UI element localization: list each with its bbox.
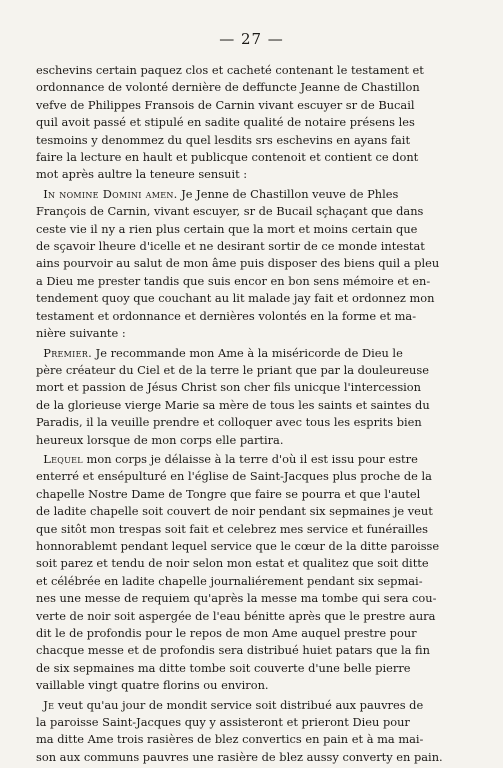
text-line: François de Carnin, vivant escuyer, sr de Bucail sçhaçant que dans xyxy=(36,204,424,219)
text-line-rest: mon corps je délaisse à la terre d'où il est issu pour estre xyxy=(82,451,418,466)
paragraph-lead: In nomine Domini amen. xyxy=(43,186,178,201)
paragraph xyxy=(36,451,467,695)
text-line: que sitôt mon trespas soit fait et celebrez mes service et funérailles xyxy=(36,521,428,536)
text-line: enterré et ensépulturé en l'église de Saint-Jacques plus proche de la xyxy=(36,469,432,484)
text-line xyxy=(36,697,467,714)
text-line: Paradis, il la veuille prendre et colloquer avec tous les esprits bien xyxy=(36,415,422,430)
text-line: nière suivante : xyxy=(36,326,126,341)
text-line: la paroisse Saint-Jacques quy y assisteront et prieront Dieu pour xyxy=(36,715,410,730)
text-line: soit parez et tendu de noir selon mon estat et qualitez que soit ditte xyxy=(36,556,429,571)
paragraph xyxy=(36,186,467,343)
text-line: et célébrée en ladite chapelle journaliérement pendant six sepmai- xyxy=(36,573,423,588)
text-line: eschevins certain paquez clos et cacheté contenant le testament et xyxy=(36,63,424,77)
text-line: de six sepmaines ma ditte tombe soit couverte d'une belle pierre xyxy=(36,660,411,675)
text-line: quil avoit passé et stipulé en sadite qualité de notaire présens les xyxy=(36,115,415,130)
text-line: heureux lorsque de mon corps elle partira. xyxy=(36,432,284,447)
text-line: ceste vie il ny a rien plus certain que la mort et moins certain que xyxy=(36,221,418,236)
text-line: son aux communs pauvres une rasière de blez aussy converty en pain. xyxy=(36,749,443,764)
text-line: mort et passion de Jésus Christ son cher fils unicque l'intercession xyxy=(36,380,422,395)
text-line-rest: Je Jenne de Chastillon veuve de Phles xyxy=(177,186,399,201)
text-line: chacque messe et de profondis sera distribué huiet patars que la fin xyxy=(36,643,430,658)
text-line: vaillable vingt quatre florins ou environ. xyxy=(36,678,269,693)
text-line: nes une messe de requiem qu'après la messe ma tombe qui sera cou- xyxy=(36,591,437,606)
text-line: père créateur du Ciel et de la terre le priant que par la douleureuse xyxy=(36,362,429,377)
text-line: de sçavoir lheure d'icelle et ne desirant sortir de ce monde intestat xyxy=(36,239,425,254)
paragraph xyxy=(36,345,467,449)
text-line: tendement quoy que couchant au lit malade jay fait et ordonnez mon xyxy=(36,291,435,306)
text-line: chapelle Nostre Dame de Tongre que faire se pourra et que l'autel xyxy=(36,486,421,501)
text-line: tesmoins y denommez du quel lesdits srs eschevins en ayans fait xyxy=(36,132,411,147)
text-line: mot après aultre la teneure sensuit : xyxy=(36,167,248,182)
text-line: a Dieu me prester tandis que suis encor en bon sens mémoire et en- xyxy=(36,273,431,288)
paragraph-lead: Lequel xyxy=(43,451,83,466)
text-line: dit le de profondis pour le repos de mon Ame auquel prestre pour xyxy=(36,626,417,640)
text-line: testament et ordonnance et dernières volontés en la forme et ma- xyxy=(36,308,417,323)
paragraph-lead: Premier. xyxy=(43,345,93,360)
text-line: ordonnance de volonté dernière de deffuncte Jeanne de Chastillon xyxy=(36,80,420,95)
text-line: de ladite chapelle soit couvert de noir pendant six sepmaines je veut xyxy=(36,504,433,519)
text-line-rest: veut qu'au jour de mondit service soit distribué aux pauvres de xyxy=(54,697,424,712)
document-body xyxy=(36,62,467,766)
text-line xyxy=(36,451,467,468)
page-number: — 27 — xyxy=(219,30,284,48)
text-line xyxy=(36,186,467,203)
text-line: de la glorieuse vierge Marie sa mère de tous les saints et saintes du xyxy=(36,397,430,412)
text-line: ma ditte Ame trois rasières de blez convertics en pain et à ma mai- xyxy=(36,732,424,747)
text-line: ains pourvoir au salut de mon âme puis disposer des biens quil a pleu xyxy=(36,256,440,271)
text-line-rest: Je recommande mon Ame à la miséricorde de Dieu le xyxy=(92,345,403,360)
paragraph xyxy=(36,62,467,184)
paragraph-lead: Je xyxy=(43,697,55,712)
paragraph xyxy=(36,697,467,767)
text-line: verte de noir soit aspergée de l'eau bénitte après que le prestre aura xyxy=(36,608,436,623)
text-line: vefve de Philippes Fransois de Carnin vivant escuyer sr de Bucail xyxy=(36,97,415,112)
text-line xyxy=(36,345,467,362)
text-line: honnorablemt pendant lequel service que le cœur de la ditte paroisse xyxy=(36,538,440,553)
text-line: faire la lecture en hault et publicque contenoit et contient ce dont xyxy=(36,150,419,165)
